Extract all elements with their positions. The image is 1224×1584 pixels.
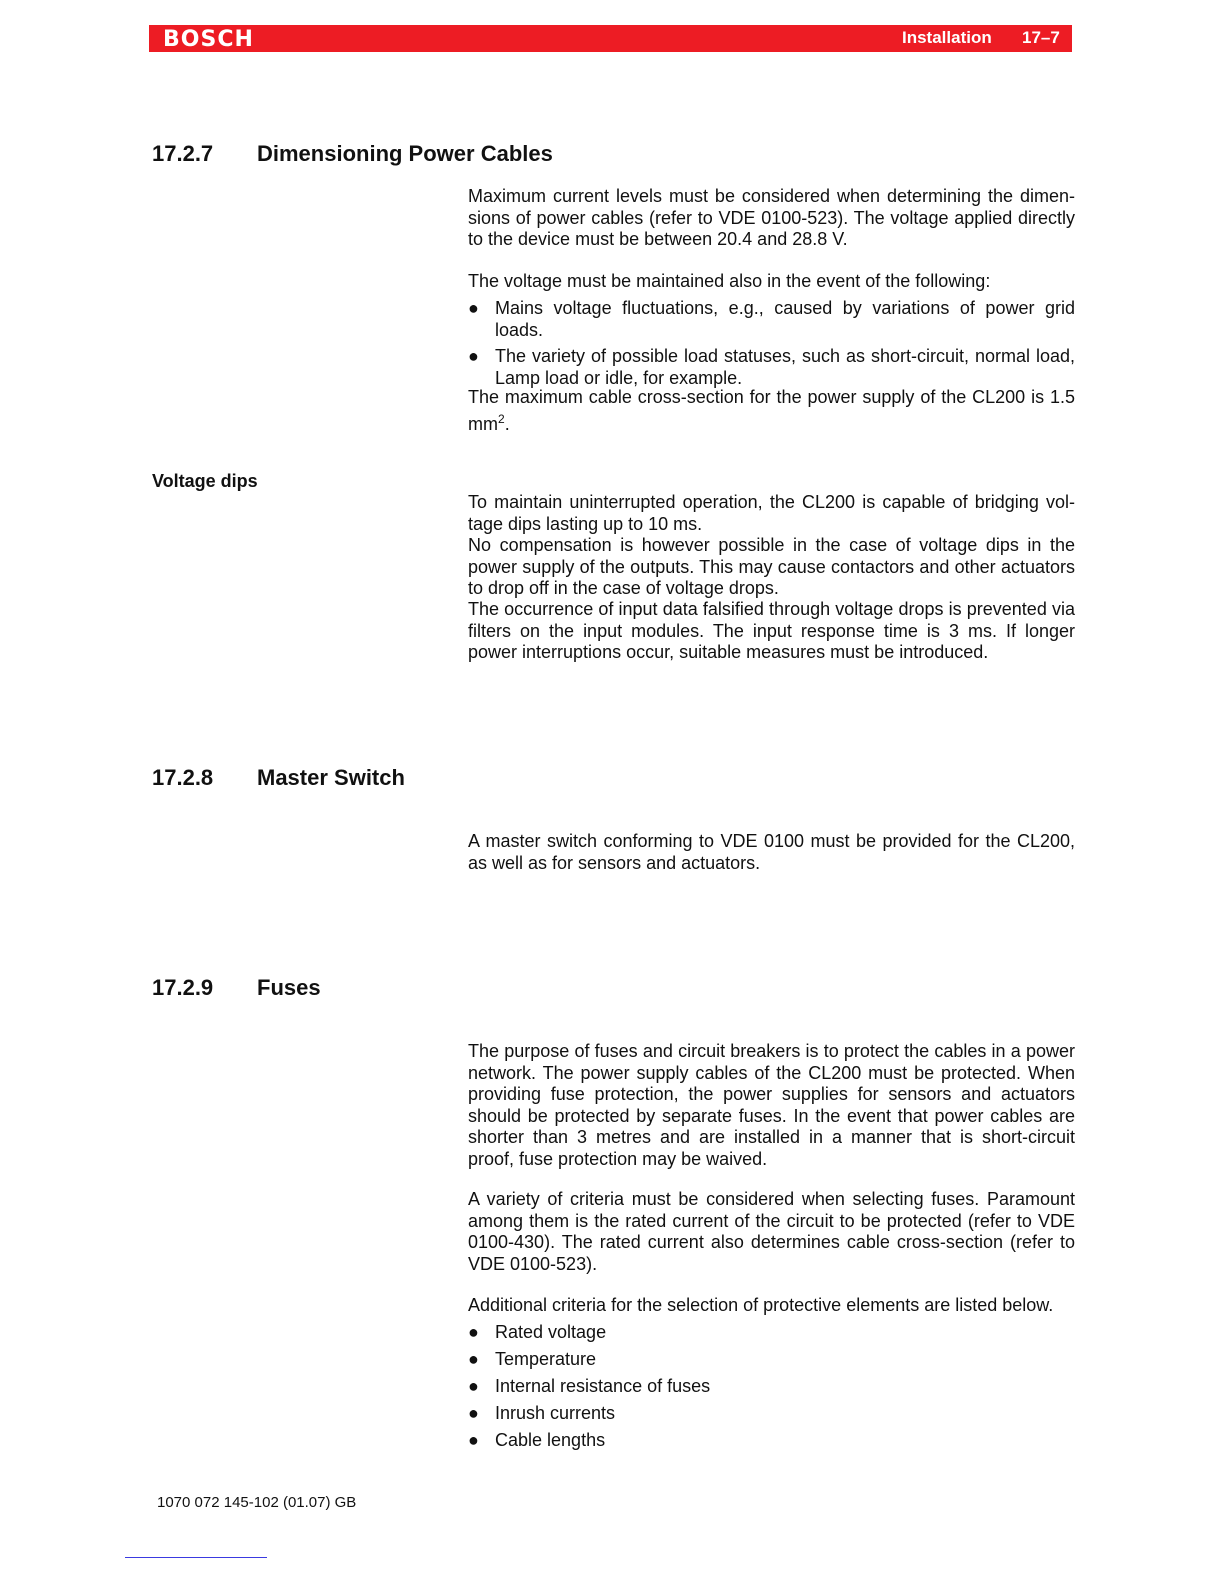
superscript: 2 xyxy=(498,411,505,426)
bullet-icon: ● xyxy=(468,1430,479,1450)
footer-doc-number: 1070 072 145-102 (01.07) GB xyxy=(157,1494,357,1511)
list-item xyxy=(468,1349,1075,1371)
paragraph: A variety of criteria must be considered when selecting fuses. Paramount among them is the rated current of the circuit to be protected (refer to VDE 0100-430). The rated current also determines cable cross-section (refer to VDE 0100-523). xyxy=(468,1189,1075,1274)
paragraph: A master switch conforming to VDE 0100 must be provided for the CL200, as well as for sensors and actuators. xyxy=(468,831,1075,873)
header-page-number: 17–7 xyxy=(1022,28,1060,47)
paragraph: The purpose of fuses and circuit breakers is to protect the cables in a power network. The power supply cables of the CL200 must be protected. When providing fuse protection, the power supplies for sensors and actuators should be protected by separate fuses. In the event that power cables are shorter than 3 metres and are installed in a manner that is short-circuit proof, fuse protection may be waived. xyxy=(468,1041,1075,1169)
section-number: 17.2.7 xyxy=(152,141,214,166)
header-section-title: Installation xyxy=(902,28,992,47)
list-item-text: Mains voltage fluctuations, e.g., caused by variations of power grid loads. xyxy=(495,298,1075,340)
list-item-text: Cable lengths xyxy=(495,1430,606,1450)
bullet-icon: ● xyxy=(468,1403,479,1423)
list-item xyxy=(468,298,1075,341)
list-item xyxy=(468,1376,1075,1398)
paragraph: To maintain uninterrupted operation, the CL200 is capable of bridging vol-tage dips lasting up to 10 ms. xyxy=(468,492,1075,534)
section-title: Master Switch xyxy=(257,765,405,790)
section-number: 17.2.8 xyxy=(152,765,214,790)
paragraph: No compensation is however possible in the case of voltage dips in the power supply of the outputs. This may cause contactors and other actuators to drop off in the case of voltage drops. xyxy=(468,535,1075,598)
paragraph-text-end: . xyxy=(504,413,510,434)
page-header xyxy=(149,25,1072,52)
bullet-list xyxy=(468,298,1075,389)
side-label-voltage-dips: Voltage dips xyxy=(152,471,258,491)
paragraph-cross-section xyxy=(468,387,1075,435)
section-title: Dimensioning Power Cables xyxy=(257,141,553,166)
footer-rule xyxy=(125,1557,267,1558)
list-item-text: Internal resistance of fuses xyxy=(495,1376,711,1396)
list-item xyxy=(468,1322,1075,1344)
list-item-text: Inrush currents xyxy=(495,1403,616,1423)
list-item xyxy=(468,346,1075,389)
list-item xyxy=(468,1430,1075,1452)
bullet-icon: ● xyxy=(468,346,479,366)
list-item-text: Rated voltage xyxy=(495,1322,607,1342)
paragraph: Additional criteria for the selection of protective elements are listed below. xyxy=(468,1295,1054,1315)
bullet-list xyxy=(468,1322,1075,1452)
list-item-text: Temperature xyxy=(495,1349,597,1369)
section-number: 17.2.9 xyxy=(152,975,214,1000)
bullet-icon: ● xyxy=(468,1322,479,1342)
section-title: Fuses xyxy=(257,975,321,1000)
paragraph: Maximum current levels must be considered when determining the dimen-sions of power cables (refer to VDE 0100-523). The voltage applied directly to the device must be between 20.4 and 28.8 V. xyxy=(468,186,1075,249)
bullet-icon: ● xyxy=(468,298,479,318)
bullet-icon: ● xyxy=(468,1349,479,1369)
paragraph: The occurrence of input data falsified through voltage drops is prevented via filters on the input modules. The input response time is 3 ms. If longer power interruptions occur, suitable measures must be introduced. xyxy=(468,599,1075,662)
paragraph-text: The maximum cable cross-section for the power supply of the CL200 is 1.5 mm xyxy=(468,387,1075,434)
bosch-logo: BOSCH xyxy=(163,27,254,52)
paragraph: The voltage must be maintained also in the event of the following: xyxy=(468,271,991,291)
list-item-text: The variety of possible load statuses, such as short-circuit, normal load, Lamp load or idle, for example. xyxy=(495,346,1075,388)
bullet-icon: ● xyxy=(468,1376,479,1396)
list-item xyxy=(468,1403,1075,1425)
